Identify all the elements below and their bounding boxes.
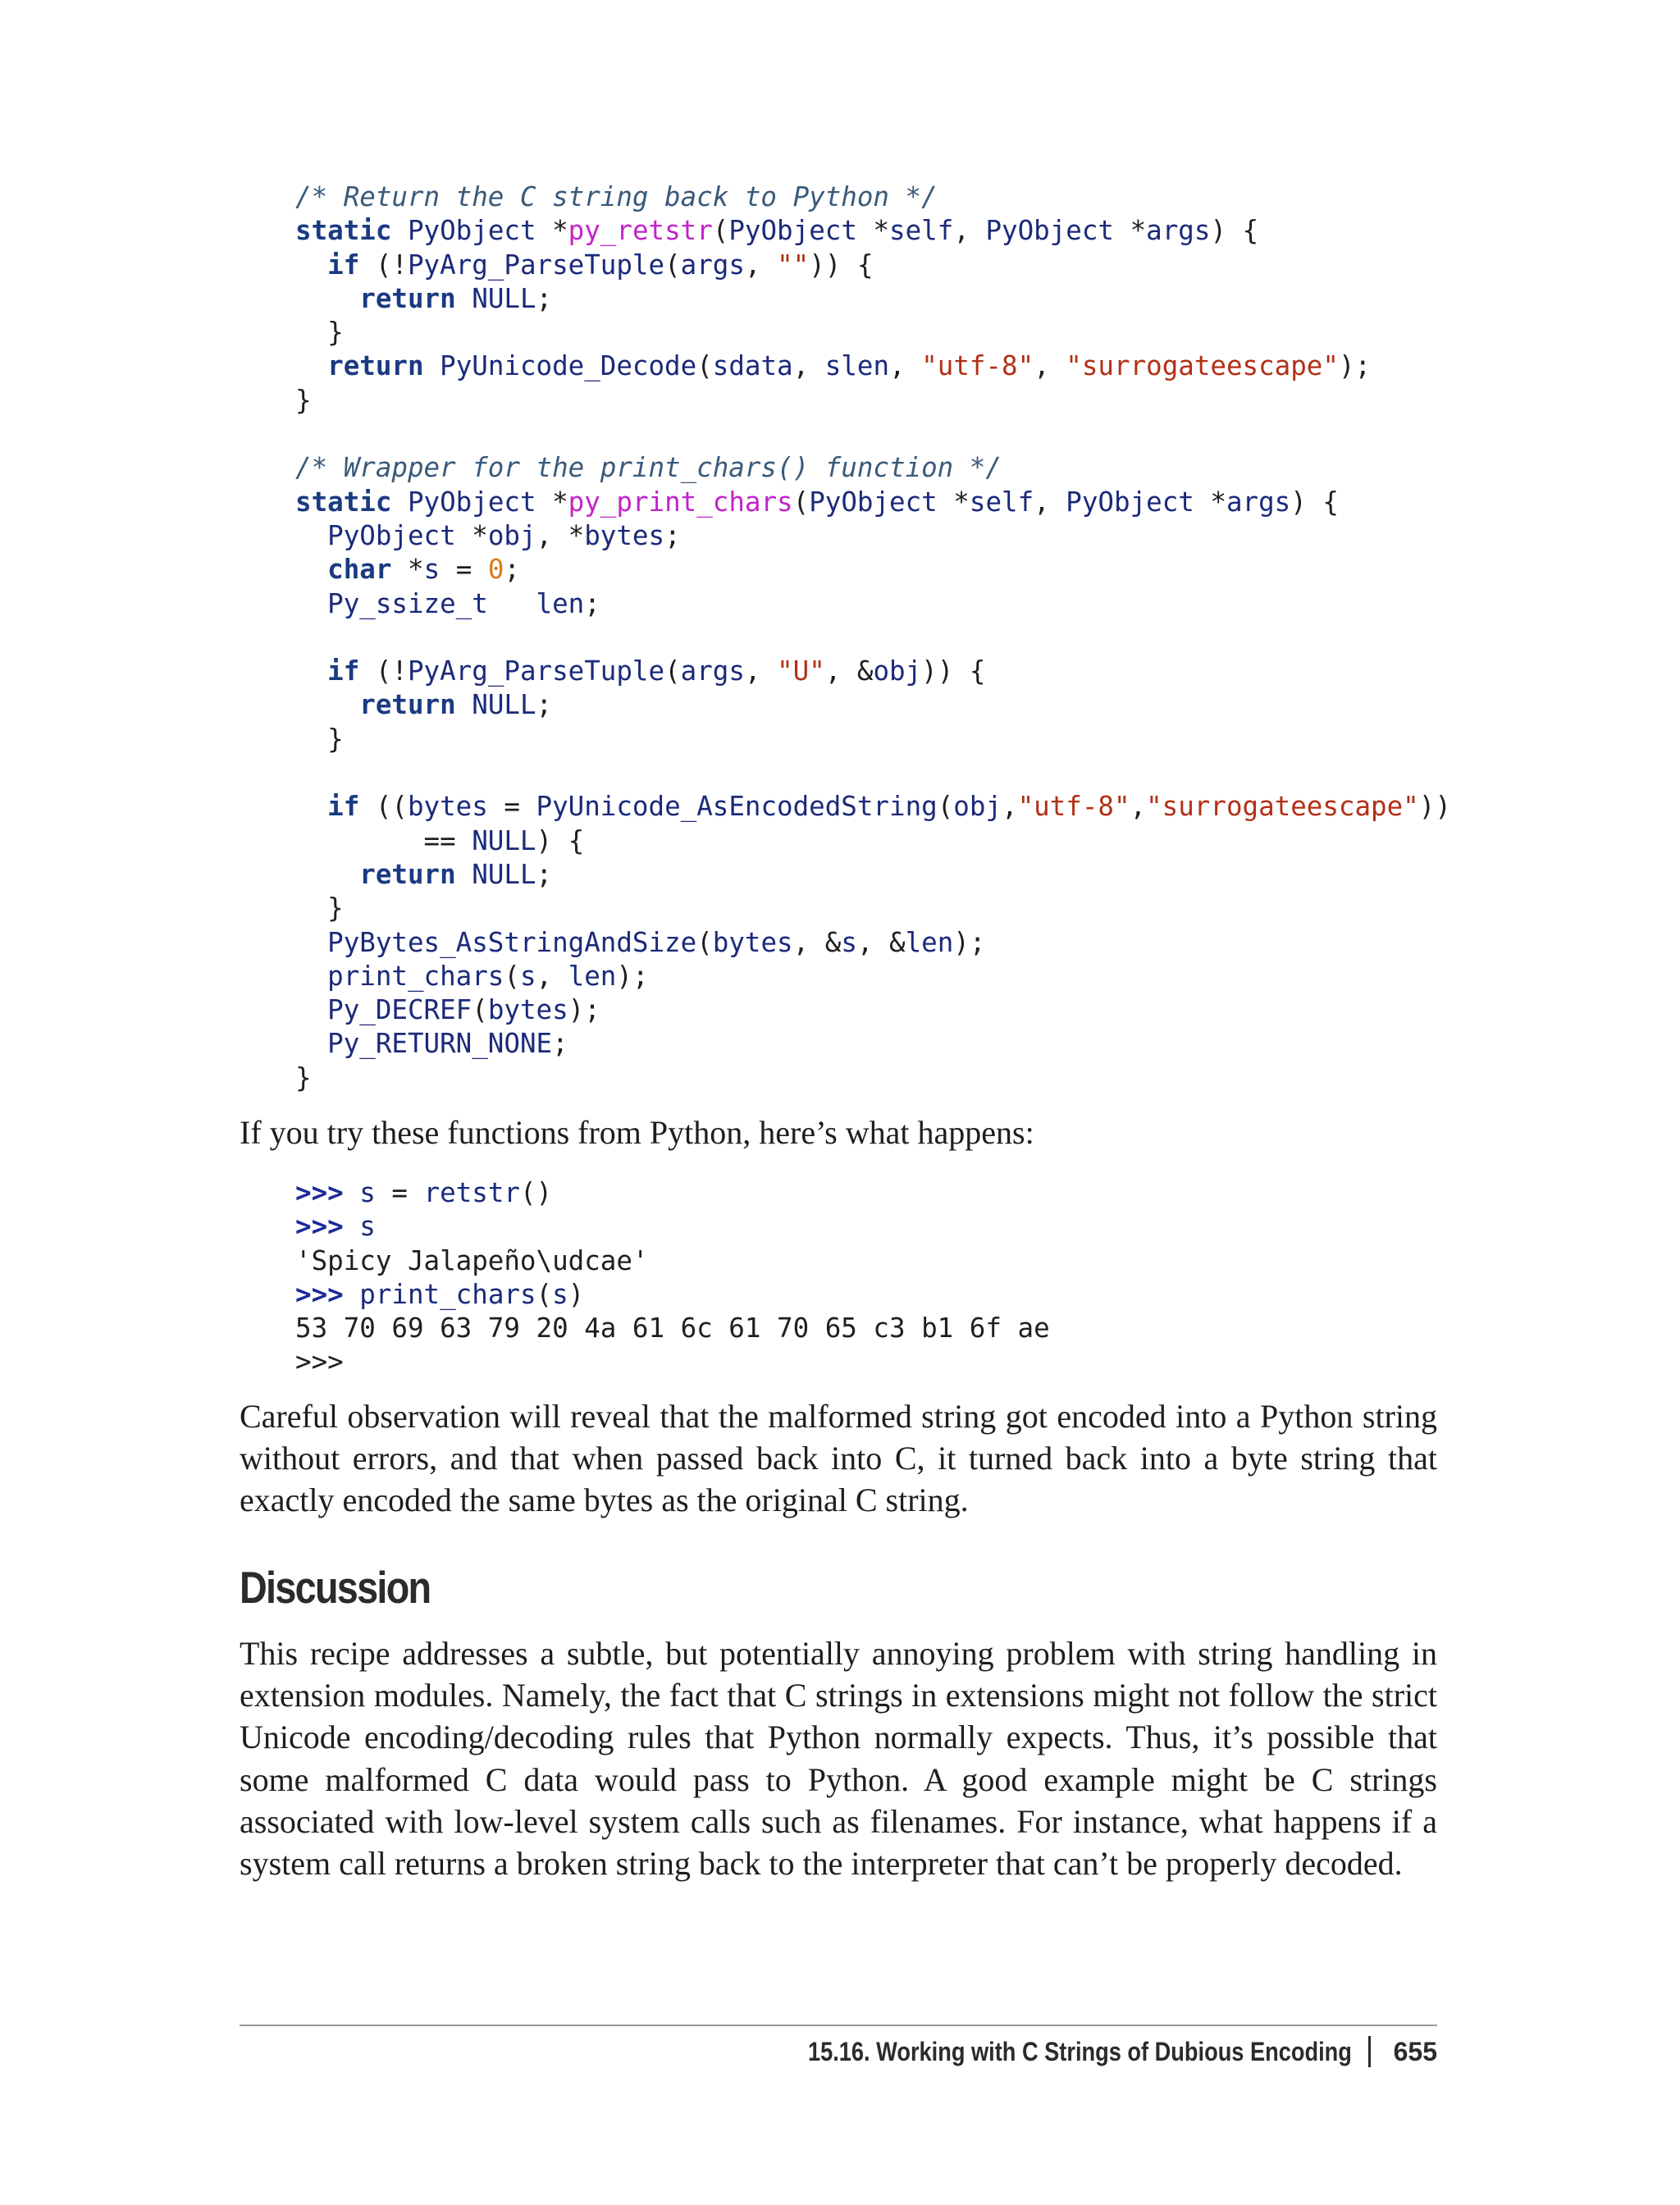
code-token: bytes [712, 926, 793, 958]
discussion-paragraph: This recipe addresses a subtle, but potentially annoying problem with string handling in extension modules. Namely, the fact that C strings in extensions might not follow the strict Unicode encoding/decoding rules that Python normally expects. Thus, it’s possible that some malformed C data would pass to Python. A good example might be C strings associated with low-level system calls such as filenames. For instance, what happens if a system call returns a broken string back to the interpreter that can’t be properly decoded. [240, 1635, 1437, 1883]
code-token [295, 588, 327, 619]
code-token: PyUnicode_Decode [440, 350, 697, 382]
code-line [295, 1061, 1451, 1095]
code-token: if [327, 655, 360, 687]
code-token: bytes [407, 791, 488, 823]
code-line [295, 723, 1451, 756]
code-token: "surrogateescape" [1066, 350, 1339, 382]
code-token: , [953, 215, 986, 247]
code-token: , * [536, 519, 585, 551]
code-line [295, 451, 1451, 485]
code-token: >>> [295, 1278, 344, 1310]
footer-divider [240, 2025, 1437, 2026]
code-token: ( [712, 215, 729, 247]
code-token: ); [953, 926, 986, 958]
code-token: , [536, 960, 568, 992]
code-token: , & [792, 926, 842, 958]
code-token: PyBytes_AsStringAndSize [327, 926, 697, 958]
code-token: static [295, 486, 392, 518]
code-line [295, 519, 1451, 553]
code-line [295, 926, 1451, 960]
code-token: * [536, 486, 568, 518]
code-line [295, 756, 1451, 790]
code-token [295, 249, 327, 281]
code-token [456, 283, 472, 314]
code-token: py_retstr [568, 215, 713, 247]
code-token: ) { [1290, 486, 1339, 518]
code-token: ( [664, 655, 681, 687]
code-token: () [519, 1177, 553, 1208]
code-line [295, 1345, 1050, 1379]
code-token [456, 859, 472, 890]
code-token: static [295, 215, 392, 247]
code-line [295, 214, 1451, 248]
code-token: ; [664, 519, 681, 551]
code-token [295, 689, 359, 720]
code-token [344, 1177, 360, 1208]
code-token: len [568, 960, 617, 992]
code-token: , [889, 350, 922, 382]
code-token: )) [1418, 791, 1451, 823]
code-token: PyObject [407, 215, 536, 247]
code-token: slen [824, 350, 890, 382]
code-token: args [680, 655, 745, 687]
footer-section-title: 15.16. Working with C Strings of Dubious Encoding [807, 2036, 1352, 2066]
code-line [295, 621, 1451, 655]
code-token: self [889, 215, 954, 247]
code-token: PyObject [809, 486, 938, 518]
code-token: "utf-8" [921, 350, 1034, 382]
code-token: len [905, 926, 954, 958]
code-token: )) { [921, 655, 986, 687]
code-line [295, 553, 1451, 587]
code-token: , & [856, 926, 906, 958]
code-token: s [841, 926, 857, 958]
footer-separator [1368, 2036, 1371, 2067]
code-token: obj [873, 655, 922, 687]
code-token: "U" [777, 655, 825, 687]
code-token: * [856, 215, 890, 247]
code-token [391, 486, 408, 518]
code-token [295, 961, 327, 992]
code-token: s [359, 1177, 376, 1208]
code-token: args [1226, 486, 1291, 518]
code-listing-python-session [295, 1176, 1050, 1380]
code-line [295, 1176, 1050, 1210]
code-line [295, 790, 1451, 824]
code-token: ; [536, 689, 553, 721]
code-line [295, 249, 1451, 282]
code-token: >>> [295, 1346, 344, 1378]
code-token: print_chars [359, 1278, 536, 1310]
code-token: NULL [472, 689, 536, 721]
code-token [295, 791, 327, 822]
code-token: } [295, 384, 312, 416]
code-token: s [552, 1278, 568, 1310]
code-line [295, 418, 1451, 451]
code-token: PyObject [985, 215, 1115, 247]
code-token: sdata [712, 350, 793, 382]
code-token: ; [552, 1028, 568, 1060]
page-footer [712, 2036, 1437, 2067]
code-token: (! [359, 655, 408, 687]
code-token: ; [504, 554, 520, 586]
code-line [295, 1278, 1050, 1312]
code-line [295, 824, 1451, 858]
code-token: ) { [1210, 215, 1259, 247]
code-token: PyArg_ParseTuple [407, 655, 665, 687]
code-token: , [1001, 791, 1018, 823]
code-line [295, 180, 1451, 214]
code-token: ( [696, 926, 713, 958]
code-token: self [969, 486, 1034, 518]
code-token: , [744, 655, 778, 687]
code-token: , [1130, 791, 1147, 823]
code-token [295, 994, 327, 1025]
code-line [295, 486, 1451, 519]
code-token: * [455, 519, 488, 551]
code-token [488, 588, 536, 619]
code-token [295, 1028, 327, 1059]
code-token: ); [1338, 350, 1372, 382]
code-token: ; [584, 587, 600, 619]
code-token: "surrogateescape" [1146, 791, 1419, 823]
code-token [295, 520, 327, 551]
code-token: retstr [423, 1177, 520, 1208]
code-token: ; [536, 858, 553, 890]
page-number: 655 [1393, 2036, 1437, 2066]
code-token: , [744, 249, 778, 281]
code-token: Py_DECREF [327, 994, 472, 1026]
code-token [344, 1211, 360, 1242]
code-token: ( [664, 249, 681, 281]
code-token: return [327, 350, 424, 382]
code-line [295, 1244, 1050, 1278]
code-token: ( [536, 1278, 553, 1310]
code-token: } [295, 1061, 312, 1093]
code-token: /* Wrapper for the print_chars() function */ [295, 452, 1002, 484]
section-heading: Discussion [240, 1562, 431, 1613]
code-token: ( [504, 960, 520, 992]
code-line [295, 858, 1451, 892]
code-token: * [391, 554, 424, 586]
code-token: s [519, 960, 536, 992]
code-token: , & [824, 655, 874, 687]
code-line [295, 688, 1451, 722]
code-token: ( [792, 486, 810, 518]
code-token: /* Return the C string back to Python */ [295, 181, 938, 212]
code-token: , [1034, 350, 1066, 382]
code-token: "" [777, 249, 810, 281]
code-token: , [1034, 486, 1066, 518]
code-token: return [359, 689, 456, 721]
code-line [295, 960, 1451, 993]
code-token: (( [359, 791, 408, 823]
code-line [295, 1312, 1050, 1345]
code-line [295, 1027, 1451, 1061]
code-token: PyObject [1066, 486, 1194, 518]
code-token [344, 1279, 360, 1310]
code-token: ); [568, 994, 600, 1026]
code-token: obj [487, 519, 536, 551]
code-line [295, 892, 1451, 925]
code-token: } [295, 892, 344, 924]
code-token: PyObject [327, 519, 456, 551]
code-token: NULL [472, 858, 536, 890]
code-token: * [536, 215, 568, 247]
code-token: PyObject [407, 486, 536, 518]
code-line [295, 655, 1451, 688]
code-token: s [359, 1211, 376, 1243]
code-token: 'Spicy Jalapeño\udcae' [295, 1244, 649, 1276]
code-token: * [1194, 486, 1226, 518]
code-token: PyUnicode_AsEncodedString [536, 791, 938, 823]
code-token: * [1114, 215, 1147, 247]
code-token: return [359, 282, 456, 314]
code-token [391, 215, 408, 246]
code-line [295, 282, 1451, 316]
code-token: >>> [295, 1177, 344, 1208]
code-token: if [327, 791, 360, 823]
code-token: ) [568, 1278, 585, 1310]
code-token: args [680, 249, 745, 281]
code-token: )) { [809, 249, 874, 281]
code-token [295, 283, 359, 314]
intro-paragraph: If you try these functions from Python, here’s what happens: [240, 1114, 1034, 1151]
code-token [295, 350, 327, 381]
code-token [295, 927, 327, 958]
code-token: bytes [487, 994, 568, 1026]
code-token: PyObject [728, 215, 857, 247]
code-token: 0 [487, 554, 504, 586]
code-token: == [295, 824, 472, 856]
code-token: = [487, 791, 536, 823]
code-token: obj [953, 791, 1002, 823]
code-token [295, 859, 359, 890]
code-token: NULL [472, 824, 536, 856]
code-line [295, 349, 1451, 383]
code-line [295, 1210, 1050, 1244]
code-token: "utf-8" [1017, 791, 1130, 823]
code-line [295, 384, 1451, 418]
code-listing-c-wrappers [295, 180, 1451, 1095]
code-token [295, 655, 327, 687]
code-token: PyArg_ParseTuple [407, 249, 665, 281]
code-token: Py_RETURN_NONE [327, 1028, 553, 1060]
code-token: >>> [295, 1211, 344, 1243]
code-token: args [1146, 215, 1211, 247]
code-token: if [327, 249, 360, 281]
code-token: (! [359, 249, 408, 281]
code-token: 53 70 69 63 79 20 4a 61 6c 61 70 65 c3 b1 6f ae [295, 1312, 1050, 1344]
code-token: } [295, 317, 344, 349]
code-token [456, 689, 472, 720]
code-token: ( [937, 791, 954, 823]
code-token: py_print_chars [568, 486, 793, 518]
code-token: NULL [472, 282, 536, 314]
code-token: * [937, 486, 970, 518]
code-line [295, 993, 1451, 1027]
code-token: = [375, 1177, 424, 1208]
code-token: len [536, 587, 585, 619]
code-token: char [327, 554, 392, 586]
code-token: print_chars [327, 960, 504, 992]
observation-paragraph: Careful observation will reveal that the malformed string got encoded into a Python string without errors, and that when passed back into C, it turned back into a byte string that exactly encoded the same bytes as the original C string. [240, 1398, 1437, 1519]
code-token: ( [696, 350, 713, 382]
code-token [424, 350, 441, 381]
code-token: } [295, 723, 344, 755]
code-token: ; [536, 282, 553, 314]
code-token [295, 554, 327, 585]
code-token: Py_ssize_t [327, 587, 488, 619]
code-line [295, 316, 1451, 349]
code-token: ); [616, 960, 649, 992]
code-token: bytes [584, 519, 665, 551]
code-token: = [440, 554, 488, 586]
code-token: , [792, 350, 825, 382]
code-token: s [423, 554, 441, 586]
code-token: return [359, 858, 456, 890]
code-token: ( [472, 994, 488, 1026]
code-line [295, 587, 1451, 621]
code-token: ) { [536, 824, 585, 856]
